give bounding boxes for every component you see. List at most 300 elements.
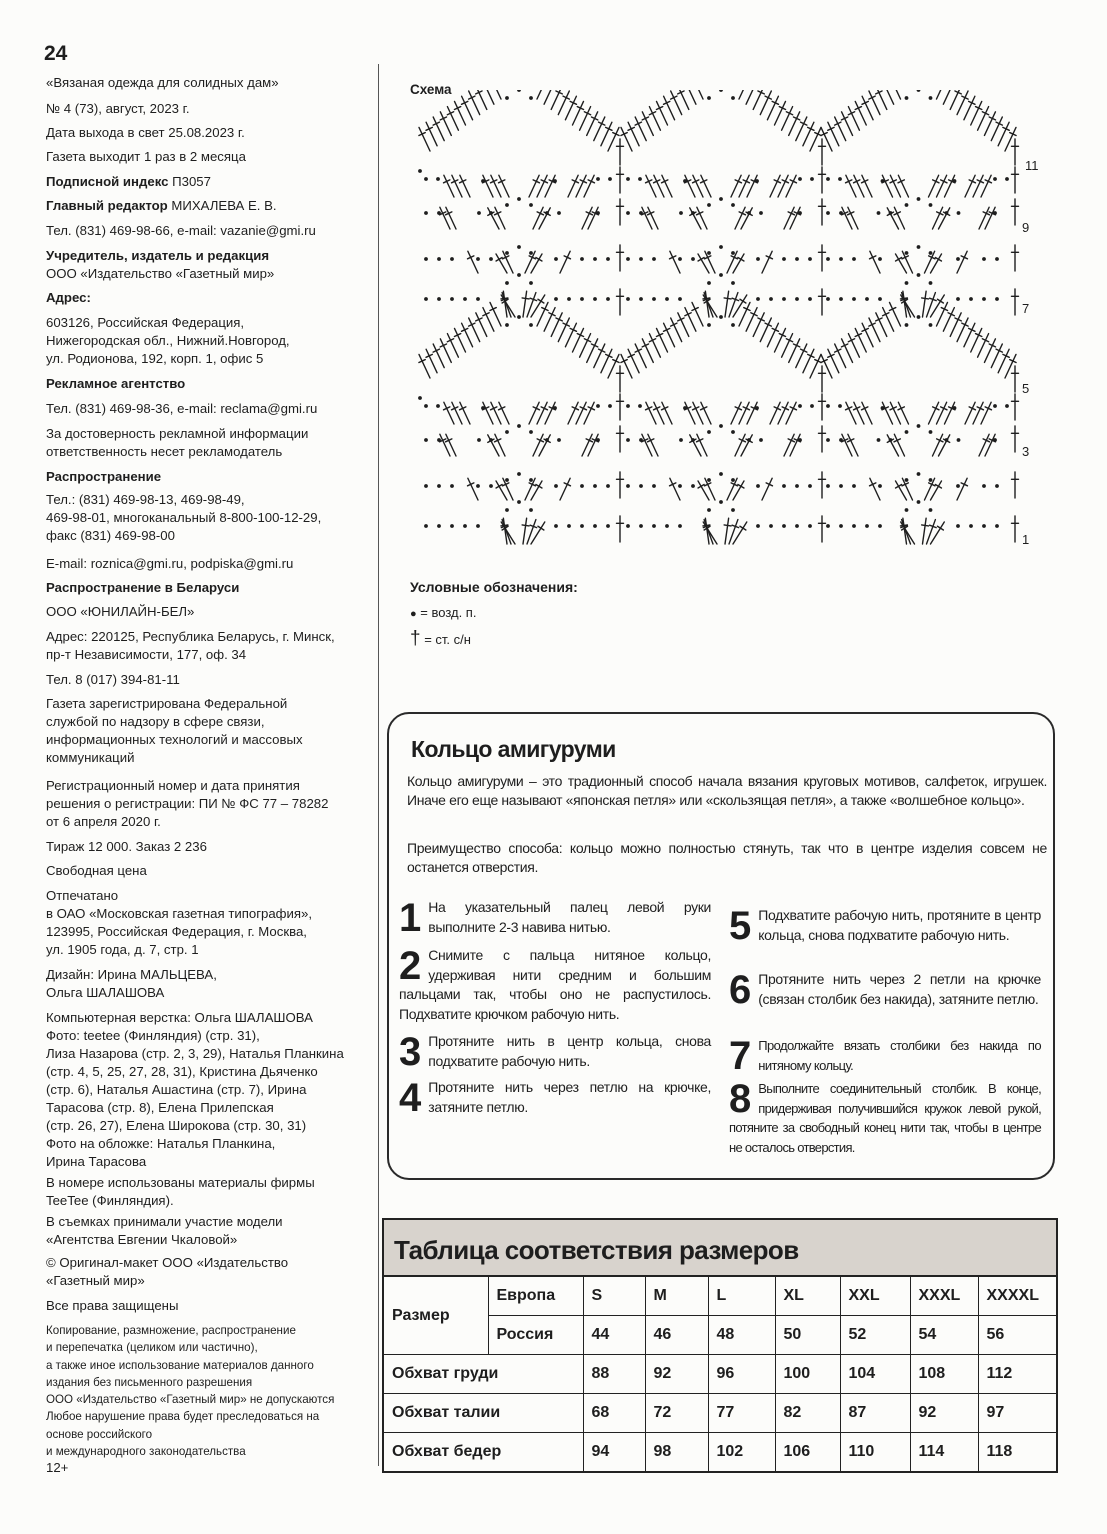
chain-stitch-icon	[795, 484, 799, 488]
chain-stitch-icon	[756, 257, 760, 261]
chain-stitch-icon	[476, 484, 480, 488]
chain-stitch-icon	[557, 211, 561, 215]
chain-stitch-icon	[418, 396, 422, 400]
double-crochet-icon	[957, 91, 968, 115]
subscription-label: Подписной индекс	[46, 174, 169, 189]
double-crochet-icon	[446, 207, 456, 229]
double-crochet-icon	[945, 175, 955, 197]
double-crochet-icon	[819, 516, 826, 542]
double-crochet-icon	[985, 207, 995, 229]
chain-stitch-icon	[826, 484, 830, 488]
chain-stitch-icon	[905, 281, 909, 285]
chain-stitch-icon	[865, 524, 869, 528]
chain-stitch-icon	[683, 406, 687, 410]
table-cell: L	[708, 1277, 775, 1316]
chain-stitch-icon	[982, 297, 986, 301]
double-crochet-icon	[565, 96, 576, 120]
chain-stitch-icon	[505, 430, 509, 434]
chain-stitch-icon	[606, 297, 610, 301]
chain-stitch-icon	[418, 169, 422, 173]
double-crochet-icon	[440, 434, 450, 456]
chain-stitch-icon	[665, 297, 669, 301]
chain-stitch-icon	[759, 438, 763, 442]
double-crochet-icon	[685, 308, 696, 332]
chain-stitch-icon	[731, 323, 735, 327]
double-crochet-icon	[735, 434, 745, 456]
step-text: Снимите с пальца нитяное кольцо, удерживая нити средним и большим пальцами так, чтобы оно не распустилось. Подхватите крючком рабочую нить.	[399, 947, 711, 1022]
chain-stitch-icon	[878, 257, 882, 261]
chain-stitch-icon	[691, 484, 695, 488]
chain-stitch-icon	[450, 484, 454, 488]
chain-stitch-icon	[1005, 404, 1009, 408]
row-number: 1	[1022, 532, 1030, 547]
chain-stitch-icon	[593, 484, 597, 488]
double-crochet-icon	[617, 366, 624, 392]
double-crochet-icon	[664, 323, 675, 347]
chain-stitch-icon	[580, 484, 584, 488]
chain-stitch-icon	[707, 281, 711, 285]
double-crochet-icon	[950, 90, 961, 109]
chain-stitch-icon	[567, 524, 571, 528]
size-table	[382, 1218, 1058, 1473]
row-label: Обхват талии	[384, 1394, 583, 1433]
chain-stitch-icon	[995, 297, 999, 301]
double-crochet-icon	[469, 91, 480, 115]
double-crochet-icon	[842, 207, 852, 229]
size-label: Размер	[384, 1277, 488, 1355]
table-cell: 118	[978, 1433, 1056, 1472]
double-crochet-icon	[889, 302, 900, 326]
chain-stitch-icon	[929, 478, 933, 482]
double-crochet-icon	[558, 91, 569, 115]
double-crochet-icon	[671, 91, 682, 115]
chain-stitch-icon	[436, 177, 440, 181]
table-cell: 106	[775, 1433, 840, 1472]
legend-dc-text: = ст. с/н	[420, 632, 471, 647]
editor	[46, 197, 376, 215]
design-credits: Дизайн: Ирина МАЛЬЦЕВА, Ольга ШАЛАШОВА	[46, 967, 217, 1000]
table-cell: 110	[840, 1433, 910, 1472]
chain-stitch-icon	[476, 257, 480, 261]
chain-stitch-icon	[679, 211, 683, 215]
chain-stitch-icon	[929, 96, 933, 100]
chain-stitch-icon	[517, 245, 521, 249]
double-crochet-icon	[842, 434, 852, 456]
row-label: Обхват груди	[384, 1355, 583, 1394]
amigurumi-intro: Кольцо амигуруми – это традионный способ начала вязания круговых мотивов, салфеток, игрушек. Иначе его еще называют «японская петля» или «скользящая петля», а также «волшебное кольцо».	[407, 773, 1047, 808]
table-cell: XXXL	[910, 1277, 978, 1316]
table-cell: 44	[583, 1316, 645, 1355]
legend-chain	[410, 605, 476, 620]
photo-credits: Фото: teetee (Финляндия) (стр. 31), Лиза Назарова (стр. 2, 3, 29), Наталья Планкина (стр. 4, 5, 25, 27, 28, 31), Кристина Дьяченко (стр. 6), Наталья Ашастина (стр. 7), Ирина Тарасова (стр. 8), Елена Прилепская (стр. 26, 27), Елена Широкова (стр. 30, 31)	[46, 1028, 344, 1133]
double-crochet-icon	[735, 207, 745, 229]
double-crochet-icon	[747, 402, 757, 424]
double-crochet-icon	[810, 354, 821, 378]
double-crochet-icon	[527, 520, 537, 544]
double-crochet-icon	[551, 313, 562, 337]
table-cell: S	[583, 1277, 645, 1316]
double-crochet-icon	[819, 139, 826, 165]
double-crochet-icon	[848, 334, 859, 358]
double-crochet-icon	[978, 334, 989, 358]
chain-stitch-icon	[969, 297, 973, 301]
table-cell: 92	[910, 1394, 978, 1433]
double-crochet-icon	[617, 245, 624, 271]
double-crochet-icon	[862, 323, 873, 347]
chain-stitch-icon	[756, 297, 760, 301]
double-crochet-icon	[588, 207, 598, 229]
chain-stitch-icon	[756, 484, 760, 488]
double-crochet-icon	[882, 402, 892, 424]
chain-stitch-icon	[881, 179, 885, 183]
chain-stitch-icon	[929, 430, 933, 434]
chain-stitch-icon	[719, 245, 723, 249]
chain-stitch-icon	[517, 197, 521, 201]
double-crochet-icon	[762, 478, 772, 500]
chain-stitch-icon	[517, 90, 521, 92]
chain-stitch-icon	[437, 484, 441, 488]
double-crochet-icon	[835, 117, 846, 141]
belarus-label: Распространение в Беларуси	[46, 580, 240, 595]
double-crochet-icon	[648, 207, 658, 229]
age-rating: 12+	[46, 1460, 69, 1475]
chain-stitch-icon	[878, 524, 882, 528]
chain-stitch-icon	[881, 406, 885, 410]
double-crochet-icon	[883, 308, 894, 332]
step-number: 8	[729, 1077, 751, 1121]
double-crochet-icon	[876, 313, 887, 337]
rights: Все права защищены	[46, 1298, 179, 1313]
step-5	[729, 904, 1041, 948]
chain-stitch-icon	[593, 297, 597, 301]
chain-stitch-icon	[626, 211, 630, 215]
double-crochet-icon	[789, 339, 800, 363]
double-crochet-icon	[841, 339, 852, 363]
ads-disclaimer: За достоверность рекламной информации ответственность несет рекламодатель	[46, 426, 309, 459]
chain-stitch-icon	[956, 297, 960, 301]
table-cell: 87	[840, 1394, 910, 1433]
double-crochet-icon	[869, 318, 880, 342]
table-cell: 98	[645, 1433, 708, 1472]
double-crochet-icon	[870, 251, 880, 273]
chain-stitch-icon	[683, 179, 687, 183]
chain-stitch-icon	[593, 524, 597, 528]
double-crochet-icon	[784, 434, 794, 456]
chain-stitch-icon	[707, 508, 711, 512]
chain-stitch-icon	[626, 297, 630, 301]
double-crochet-icon	[894, 434, 904, 456]
chain-stitch-icon	[826, 297, 830, 301]
double-crochet-icon	[796, 117, 807, 141]
double-crochet-icon	[617, 199, 624, 225]
double-crochet-icon	[573, 101, 584, 125]
chain-stitch-icon	[505, 323, 509, 327]
chain-stitch-icon	[929, 508, 933, 512]
chain-stitch-icon	[769, 297, 773, 301]
chain-stitch-icon	[719, 90, 723, 92]
chain-stitch-icon	[826, 524, 830, 528]
chain-stitch-icon	[969, 524, 973, 528]
chain-stitch-icon	[707, 430, 711, 434]
chain-stitch-icon	[878, 484, 882, 488]
belarus-company: ООО «ЮНИЛАЙН-БЕЛ»	[46, 604, 195, 619]
double-crochet-icon	[855, 101, 866, 125]
double-crochet-icon	[545, 175, 555, 197]
double-crochet-icon	[1012, 472, 1019, 498]
chain-stitch-icon	[476, 524, 480, 528]
release-date: Дата выхода в свет 25.08.2023 г.	[46, 125, 245, 140]
double-crochet-icon	[855, 328, 866, 352]
double-crochet-icon	[1012, 139, 1019, 165]
double-crochet-icon	[1012, 426, 1019, 452]
chain-stitch-icon	[929, 323, 933, 327]
double-crochet-icon	[1012, 199, 1019, 225]
double-crochet-icon	[943, 308, 954, 332]
chain-stitch-icon	[917, 315, 921, 319]
double-crochet-icon	[841, 112, 852, 136]
chain-stitch-icon	[554, 297, 558, 301]
double-crochet-icon	[588, 434, 598, 456]
chain-stitch-icon	[852, 524, 856, 528]
chain-stitch-icon	[463, 524, 467, 528]
chain-stitch-icon	[517, 273, 521, 277]
chain-stitch-icon	[463, 297, 467, 301]
chain-stitch-icon	[839, 524, 843, 528]
chain-stitch-icon	[798, 404, 802, 408]
double-crochet-icon	[753, 90, 764, 109]
chain-stitch-icon	[953, 406, 957, 410]
chain-stitch-icon	[450, 524, 454, 528]
chain-stitch-icon	[626, 524, 630, 528]
double-crochet-icon	[981, 402, 991, 424]
step-text: Протяните нить через петлю на крючке, затяните петлю.	[428, 1079, 711, 1115]
chain-stitch-icon	[826, 257, 830, 261]
chain-stitch-icon	[839, 484, 843, 488]
chain-stitch-icon	[608, 404, 612, 408]
amigurumi-advantage: Преимущество способа: кольцо можно полностью стянуть, так что в центре изделия совсем не останется отверстия.	[407, 840, 1047, 875]
chain-stitch-icon	[626, 177, 630, 181]
chain-stitch-icon	[953, 179, 957, 183]
double-crochet-icon	[985, 434, 995, 456]
double-crochet-icon	[760, 318, 771, 342]
double-crochet-icon	[608, 354, 619, 378]
double-crochet-icon	[462, 96, 473, 120]
double-crochet-icon	[1012, 516, 1019, 542]
chain-stitch-icon	[424, 177, 428, 181]
chain-stitch-icon	[905, 430, 909, 434]
double-crochet-icon	[664, 96, 675, 120]
chain-stitch-icon	[957, 438, 961, 442]
chain-stitch-icon	[782, 297, 786, 301]
russia-label: Россия	[488, 1316, 583, 1355]
double-crochet-icon	[746, 308, 757, 332]
double-crochet-icon	[648, 434, 658, 456]
chain-stitch-icon	[450, 257, 454, 261]
double-crochet-icon	[533, 207, 543, 229]
chain-stitch-icon	[678, 257, 682, 261]
double-crochet-icon	[790, 434, 800, 456]
double-crochet-icon	[991, 117, 1002, 141]
chain-stitch-icon	[993, 404, 997, 408]
chain-stitch-icon	[652, 297, 656, 301]
chain-stitch-icon	[957, 211, 961, 215]
chain-stitch-icon	[731, 281, 735, 285]
chain-stitch-icon	[652, 484, 656, 488]
double-crochet-icon	[483, 402, 493, 424]
double-crochet-icon	[678, 313, 689, 337]
chain-stitch-icon	[782, 484, 786, 488]
chain-stitch-icon	[665, 524, 669, 528]
double-crochet-icon	[656, 328, 667, 352]
double-crochet-icon	[978, 107, 989, 131]
chain-stitch-icon	[929, 203, 933, 207]
step-7	[729, 1034, 1041, 1078]
chain-stitch-icon	[652, 257, 656, 261]
chain-stitch-icon	[517, 424, 521, 428]
chain-stitch-icon	[719, 197, 723, 201]
chain-stitch-icon	[798, 177, 802, 181]
chain-stitch-icon	[982, 524, 986, 528]
double-crochet-icon	[981, 175, 991, 197]
double-crochet-icon	[560, 251, 570, 273]
chain-stitch-icon	[707, 96, 711, 100]
chain-stitch-icon	[424, 257, 428, 261]
chain-stitch-icon	[956, 524, 960, 528]
step-3	[399, 1030, 711, 1074]
double-crochet-icon	[447, 334, 458, 358]
double-crochet-icon	[998, 349, 1009, 373]
double-crochet-icon	[1012, 167, 1019, 193]
chain-stitch-icon	[719, 273, 723, 277]
table-cell: 100	[775, 1355, 840, 1394]
table-cell: 96	[708, 1355, 775, 1394]
chain-stitch-icon	[795, 297, 799, 301]
chain-stitch-icon	[993, 177, 997, 181]
double-crochet-icon	[984, 339, 995, 363]
double-crochet-icon	[490, 302, 501, 326]
step-number: 4	[399, 1076, 421, 1120]
editor-contact: Тел. (831) 469-98-66, e-mail: vazanie@gmi.ru	[46, 223, 316, 238]
chain-stitch-icon	[719, 424, 723, 428]
double-crochet-icon	[617, 426, 624, 452]
chain-stitch-icon	[596, 177, 600, 181]
chain-stitch-icon	[580, 257, 584, 261]
chain-stitch-icon	[731, 203, 735, 207]
double-crochet-icon	[468, 251, 478, 273]
double-crochet-icon	[483, 175, 493, 197]
double-crochet-icon	[767, 323, 778, 347]
table-cell: 88	[583, 1355, 645, 1394]
double-crochet-icon	[957, 318, 968, 342]
registration-number: Регистрационный номер и дата принятия решения о регистрации: ПИ № ФС 77 – 78282 от 6 апреля 2020 г.	[46, 778, 329, 829]
double-crochet-icon	[927, 293, 937, 317]
double-crochet-icon	[580, 334, 591, 358]
amigurumi-box	[387, 712, 1055, 1180]
double-crochet-icon	[848, 207, 858, 229]
double-crochet-icon	[786, 175, 796, 197]
double-crochet-icon	[848, 434, 858, 456]
double-crochet-icon	[447, 107, 458, 131]
double-crochet-icon	[782, 107, 793, 131]
chain-stitch-icon	[852, 257, 856, 261]
double-crochet-icon	[894, 207, 904, 229]
price: Свободная цена	[46, 863, 147, 878]
chain-stitch-icon	[580, 524, 584, 528]
editor-label: Главный редактор	[46, 198, 168, 213]
chain-stitch-icon	[517, 472, 521, 476]
chain-stitch-icon	[731, 251, 735, 255]
chain-stitch-icon	[852, 484, 856, 488]
chain-stitch-icon	[782, 524, 786, 528]
double-crochet-icon	[440, 112, 451, 136]
chain-stitch-icon	[679, 438, 683, 442]
chain-stitch-icon	[450, 297, 454, 301]
chain-stitch-icon	[995, 257, 999, 261]
chain-stitch-icon	[917, 424, 921, 428]
double-crochet-icon	[649, 107, 660, 131]
chain-stitch-icon	[424, 524, 428, 528]
chain-stitch-icon	[505, 281, 509, 285]
double-crochet-icon	[642, 112, 653, 136]
double-crochet-icon	[601, 349, 612, 373]
step-2	[399, 946, 711, 1024]
chain-stitch-icon	[505, 251, 509, 255]
double-crochet-icon	[803, 349, 814, 373]
distribution-label: Распространение	[46, 469, 162, 484]
chain-stitch-icon	[929, 251, 933, 255]
table-cell: 54	[910, 1316, 978, 1355]
step-text: На указательный палец левой руки выполните 2-3 навива нитью.	[428, 899, 711, 935]
table-cell: 48	[708, 1316, 775, 1355]
chain-stitch-icon	[436, 404, 440, 408]
materials-credits: В номере использованы материалы фирмы TeeTee (Финляндия).	[46, 1175, 315, 1208]
chain-stitch-icon	[529, 478, 533, 482]
double-crochet-icon	[617, 472, 624, 498]
double-crochet-icon	[617, 139, 624, 165]
double-crochet-icon	[790, 207, 800, 229]
double-crochet-icon	[760, 91, 771, 115]
table-cell: 56	[978, 1316, 1056, 1355]
double-crochet-icon	[646, 175, 656, 197]
double-crochet-icon	[587, 339, 598, 363]
double-crochet-icon	[819, 394, 826, 420]
chain-stitch-icon	[808, 297, 812, 301]
chain-stitch-icon	[795, 524, 799, 528]
chain-stitch-icon	[553, 179, 557, 183]
chain-stitch-icon	[638, 177, 642, 181]
chain-stitch-icon	[596, 404, 600, 408]
double-crochet-icon	[560, 478, 570, 500]
chain-stitch-icon	[719, 500, 723, 504]
chain-stitch-icon	[719, 315, 723, 319]
legend-title: Условные обозначения:	[410, 579, 578, 595]
legend-chain-text: = возд. п.	[416, 605, 477, 620]
double-crochet-icon	[957, 478, 967, 500]
double-crochet-icon	[454, 101, 465, 125]
chain-stitch-icon	[639, 484, 643, 488]
chain-stitch-icon	[489, 257, 493, 261]
row-number: 5	[1022, 381, 1030, 396]
double-crochet-icon	[979, 434, 989, 456]
double-crochet-icon	[835, 344, 846, 368]
chain-stitch-icon	[626, 257, 630, 261]
chain-stitch-icon	[567, 297, 571, 301]
table-cell: 77	[708, 1394, 775, 1433]
double-crochet-icon	[594, 344, 605, 368]
double-crochet-icon	[469, 318, 480, 342]
double-crochet-icon	[819, 366, 826, 392]
double-crochet-icon	[933, 207, 943, 229]
